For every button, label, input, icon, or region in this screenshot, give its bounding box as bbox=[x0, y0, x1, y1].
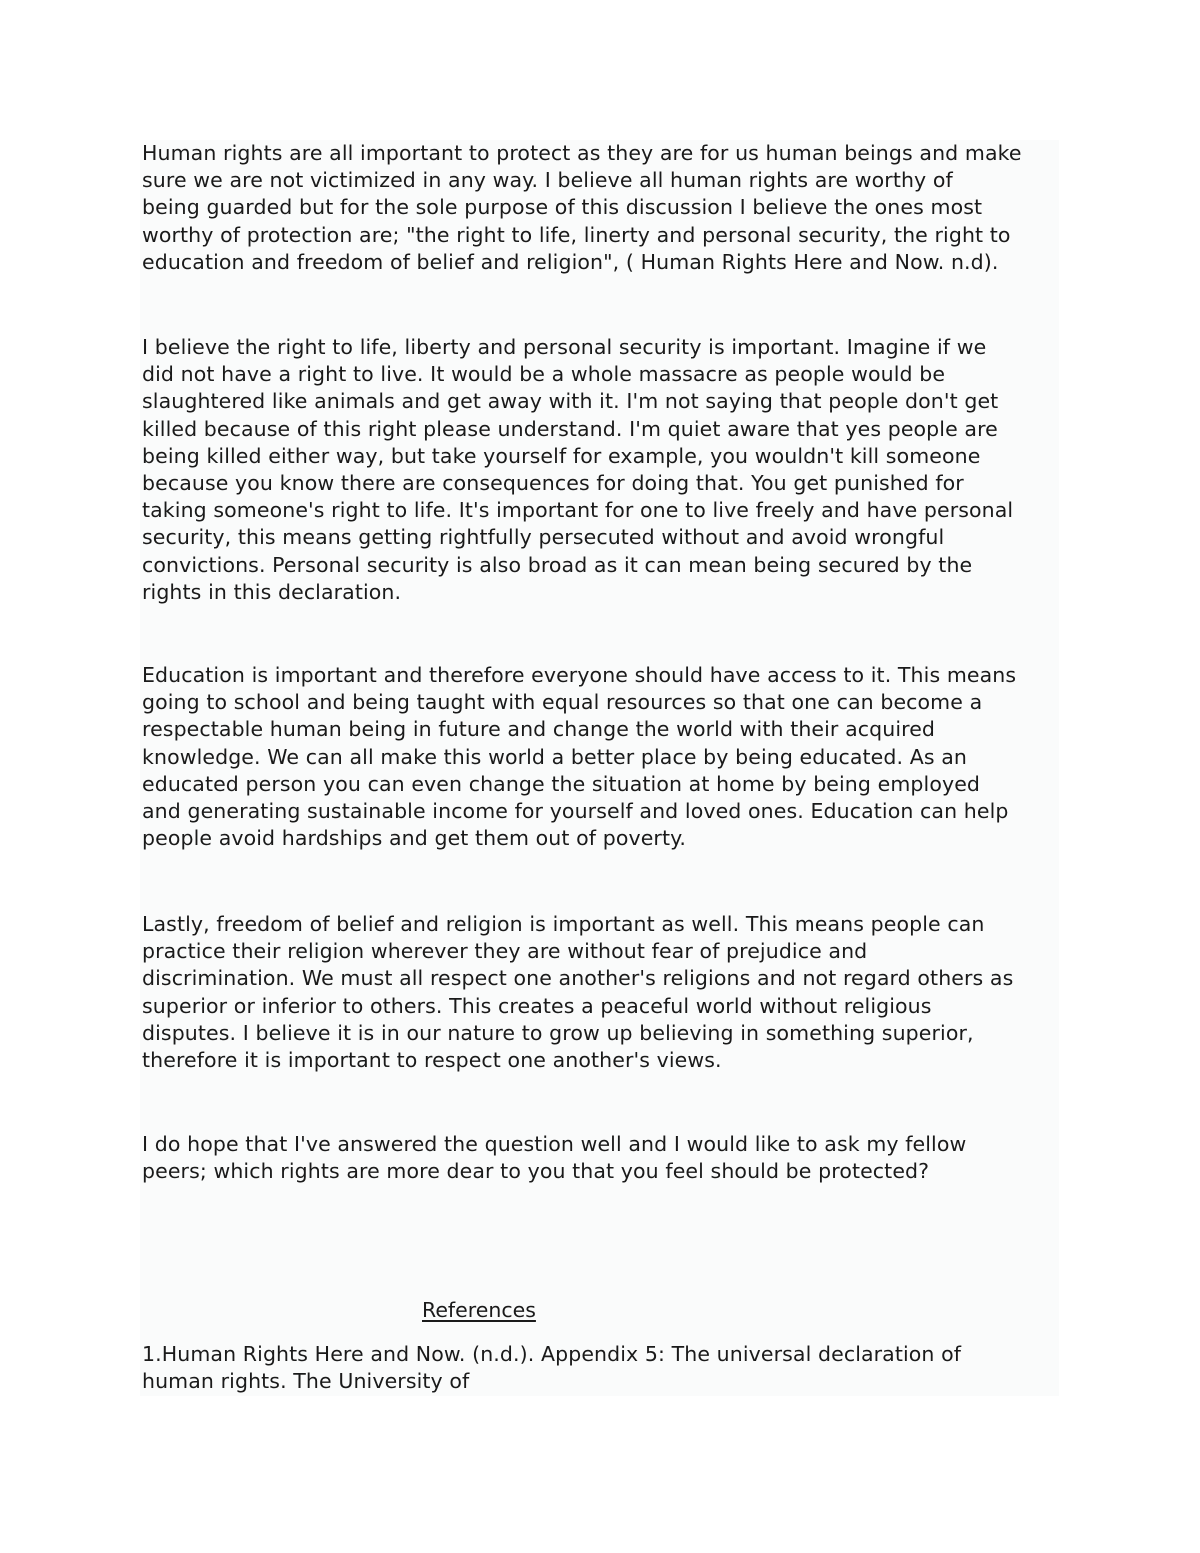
text-line: because you know there are consequences for doing that. You get punished for bbox=[142, 470, 964, 495]
text-line: killed because of this right please understand. I'm quiet aware that yes people are bbox=[142, 416, 998, 441]
text-line: Lastly, freedom of belief and religion is important as well. This means people can bbox=[142, 912, 985, 936]
text-line: taking someone's right to life. It's important for one to live freely and have personal bbox=[142, 498, 1014, 523]
text-line: people avoid hardships and get them out of poverty. bbox=[142, 826, 687, 851]
paragraph-religion bbox=[142, 911, 1067, 1074]
text-line: Human rights are all important to protect as they are for us human beings and make bbox=[142, 141, 1022, 165]
text-line: disputes. I believe it is in our nature to grow up believing in something superior, bbox=[142, 1020, 974, 1045]
text-line: peers; which rights are more dear to you that you feel should be protected? bbox=[142, 1159, 930, 1184]
references-heading: References bbox=[422, 1298, 536, 1322]
text-line: knowledge. We can all make this world a better place by being educated. As an bbox=[142, 744, 967, 769]
paragraph-intro bbox=[142, 140, 1067, 276]
reference-entry bbox=[142, 1341, 1067, 1395]
text-line: security, this means getting rightfully persecuted without and avoid wrongful bbox=[142, 525, 945, 550]
text-line: educated person you can even change the situation at home by being employed bbox=[142, 771, 981, 796]
text-line: did not have a right to live. It would be a whole massacre as people would be bbox=[142, 362, 946, 387]
text-line: slaughtered like animals and get away with it. I'm not saying that people don't get bbox=[142, 389, 999, 414]
paragraph-right-to-life bbox=[142, 334, 1067, 606]
paragraph-closing bbox=[142, 1131, 1067, 1185]
text-line: being killed either way, but take yourself for example, you wouldn't kill someone bbox=[142, 443, 981, 468]
text-line: I believe the right to life, liberty and personal security is important. Imagine if we bbox=[142, 335, 987, 359]
text-line: respectable human being in future and change the world with their acquired bbox=[142, 717, 936, 742]
text-line: going to school and being taught with equal resources so that one can become a bbox=[142, 690, 983, 715]
text-line: convictions. Personal security is also broad as it can mean being secured by the bbox=[142, 552, 973, 577]
text-line: I do hope that I've answered the question well and I would like to ask my fellow bbox=[142, 1132, 967, 1156]
text-line: discrimination. We must all respect one another's religions and not regard others as bbox=[142, 966, 1014, 991]
text-line: sure we are not victimized in any way. I believe all human rights are worthy of bbox=[142, 168, 953, 193]
text-line: worthy of protection are; "the right to life, linerty and personal security, the right to bbox=[142, 222, 1011, 247]
text-line: being guarded but for the sole purpose of this discussion I believe the ones most bbox=[142, 195, 983, 220]
paragraph-education bbox=[142, 662, 1067, 852]
text-line: Education is important and therefore everyone should have access to it. This means bbox=[142, 663, 1017, 687]
text-line: rights in this declaration. bbox=[142, 579, 402, 604]
text-line: education and freedom of belief and religion", ( Human Rights Here and Now. n.d). bbox=[142, 249, 999, 274]
text-line: and generating sustainable income for yourself and loved ones. Education can help bbox=[142, 798, 1009, 823]
text-line: therefore it is important to respect one another's views. bbox=[142, 1047, 722, 1072]
text-line: human rights. The University of bbox=[142, 1369, 470, 1394]
text-line: superior or inferior to others. This creates a peaceful world without religious bbox=[142, 993, 932, 1018]
text-line: 1.Human Rights Here and Now. (n.d.). Appendix 5: The universal declaration of bbox=[142, 1342, 962, 1366]
text-line: practice their religion wherever they are without fear of prejudice and bbox=[142, 939, 868, 964]
